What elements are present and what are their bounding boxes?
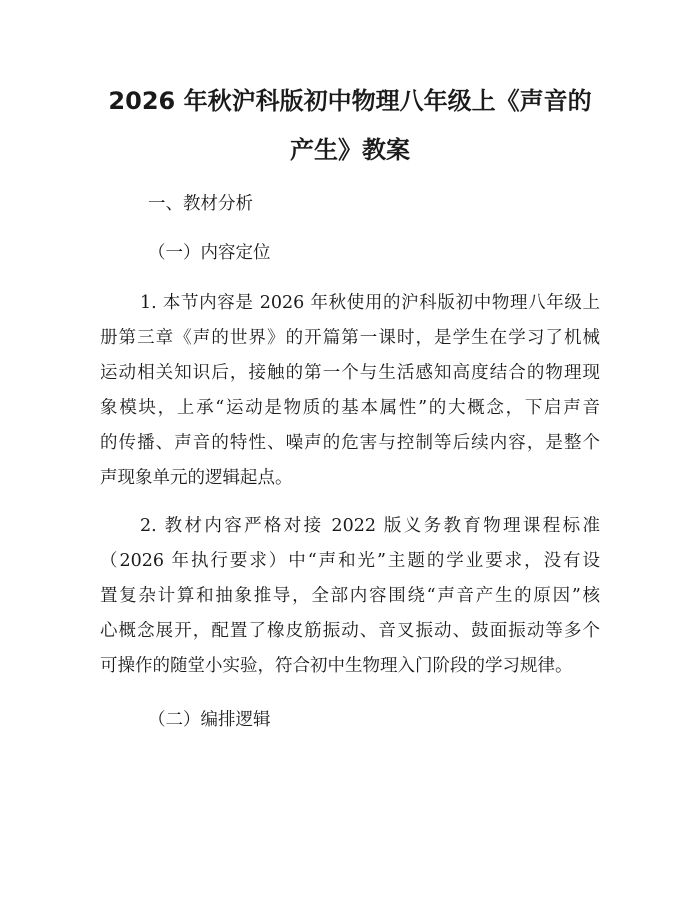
paragraph-line: 运动相关知识后，接触的第一个与生活感知高度结合的物理现 <box>100 363 600 383</box>
paragraph-line: 声现象单元的逻辑起点。 <box>100 468 293 488</box>
paragraph-line: 的传播、声音的特性、噪声的危害与控制等后续内容，是整个 <box>100 433 600 453</box>
paragraph-line: 1. 本节内容是 2026 年秋使用的沪科版初中物理八年级上 <box>140 293 600 313</box>
paragraph-line: 置复杂计算和抽象推导，全部内容围绕“声音产生的原因”核 <box>100 586 600 606</box>
subsection-heading-arrangement-logic: （二）编排逻辑 <box>148 710 271 730</box>
paragraph-line: （2026 年执行要求）中“声和光”主题的学业要求，没有设 <box>100 551 600 571</box>
document-title-line-2: 产生》教案 <box>290 136 410 164</box>
paragraph-line: 心概念展开，配置了橡皮筋振动、音叉振动、鼓面振动等多个 <box>100 621 600 641</box>
document-title-line-1: 2026 年秋沪科版初中物理八年级上《声音的 <box>108 87 592 115</box>
paragraph-line: 象模块，上承“运动是物质的基本属性”的大概念，下启声音 <box>100 398 600 418</box>
paragraph-line: 册第三章《声的世界》的开篇第一课时，是学生在学习了机械 <box>100 328 600 348</box>
paragraph-line: 可操作的随堂小实验，符合初中生物理入门阶段的学习规律。 <box>100 656 573 676</box>
paragraph-line: 2. 教材内容严格对接 2022 版义务教育物理课程标准 <box>140 516 600 536</box>
paragraph-content-positioning-1 <box>100 286 600 496</box>
section-heading-textbook-analysis: 一、教材分析 <box>148 194 253 214</box>
subsection-heading-content-positioning: （一）内容定位 <box>148 243 271 263</box>
paragraph-content-positioning-2 <box>100 509 600 684</box>
